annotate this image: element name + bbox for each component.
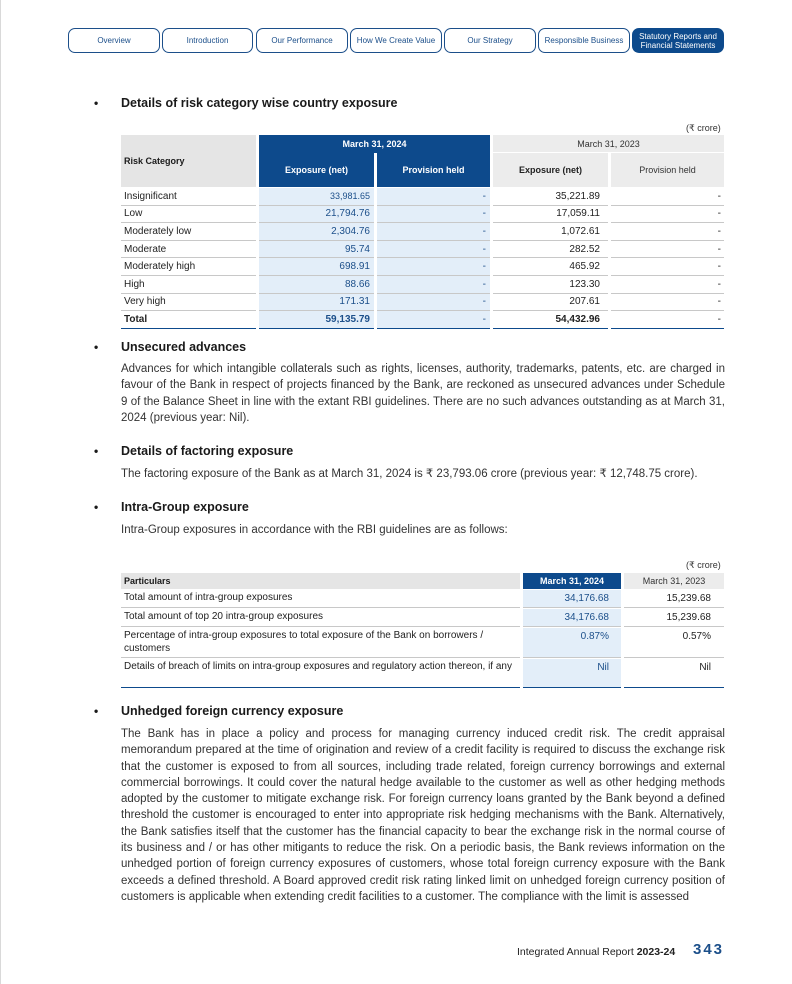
paragraph-intra-group: Intra-Group exposures in accordance with the RBI guidelines are as follows:: [121, 524, 508, 536]
cell-category: Low: [121, 206, 256, 224]
cell-value-2024: 34,176.68: [523, 590, 621, 608]
bullet: •: [94, 704, 99, 718]
tab-how-we-create-value[interactable]: How We Create Value: [350, 28, 442, 53]
col-header-provision-2023: Provision held: [639, 165, 696, 175]
paragraph-unsecured-advances: Advances for which intangible collaterals such as rights, licenses, authority, trademarks, patents, etc. are charged in favour of the Bank in respect of projects financed by the Bank, are reckoned as unsecured advances under Schedule 9 of the Balance Sheet in line with the extant RBI guidelines. There are no such advances outstanding as at March 31, 2024 (previous year: Nil).: [121, 363, 725, 424]
cell-provision-2023: -: [611, 188, 724, 206]
table-row: [121, 659, 724, 688]
unit-label: (₹ crore): [686, 123, 721, 133]
cell-provision-2023: -: [611, 258, 724, 276]
cell-value-2024: Nil: [523, 659, 621, 688]
cell-category: Total: [121, 311, 256, 329]
paragraph-unhedged-fx: The Bank has in place a policy and process for managing currency induced credit risk. The credit appraisal memorandum prepared at the time of origination and review of a credit facility is required to discuss the exchange risk that the customer is exposed to from all sources, including trade related, foreign currency borrowings and external commercial borrowings. It could cover the natural hedge available to the customer as well as other hedging methods adopted by the customer to mitigate exchange risk. For foreign currency loans granted by the Bank beyond a defined threshold the customer is encouraged to enter into appropriate risk hedging mechanisms with the Bank. Alternatively, the Bank satisfies itself that the customer has the financial capacity to bear the exchange risk in the normal course of its business and / or has other mitigants to reduce the risk. On a periodic basis, the Bank reviews information on the unhedged portion of foreign currency exposures of customers, whose total foreign currency exposure with the Bank exceeds a defined threshold. A Board approved credit risk rating linked limit on unhedged foreign currency position of customers is applicable when extending credit facilities to a customer. The compliance with the limit is assessed: [121, 728, 725, 903]
cell-provision-2023: -: [611, 294, 724, 312]
cell-exposure-2023: 282.52: [493, 241, 608, 259]
table-row: [121, 609, 724, 627]
cell-provision-2024: -: [377, 223, 490, 241]
cell-value-2023: 0.57%: [624, 628, 724, 658]
cell-provision-2024: -: [377, 241, 490, 259]
paragraph-factoring: The factoring exposure of the Bank as at March 31, 2024 is ₹ 23,793.06 crore (previous year: ₹ 12,748.75 crore).: [121, 468, 698, 480]
cell-value-2024: 34,176.68: [523, 609, 621, 627]
table-row: [121, 294, 724, 312]
bullet: •: [94, 340, 99, 354]
cell-exposure-2024: 59,135.79: [259, 311, 374, 329]
table-row: [121, 628, 724, 658]
section-heading-intra-group: Intra-Group exposure: [121, 500, 249, 514]
tab-introduction[interactable]: Introduction: [162, 28, 253, 53]
cell-provision-2023: -: [611, 241, 724, 259]
col-header-exposure-2023: Exposure (net): [518, 165, 582, 175]
cell-exposure-2023: 465.92: [493, 258, 608, 276]
cell-provision-2024: -: [377, 311, 490, 329]
cell-particular: Details of breach of limits on intra-group exposures and regulatory action thereon, if any: [121, 659, 520, 688]
col-header-risk-category: Risk Category: [121, 135, 256, 187]
section-heading-country-exposure: Details of risk category wise country exposure: [121, 96, 398, 110]
table-row-total: [121, 311, 724, 329]
tab-statutory-reports[interactable]: Statutory Reports and Financial Statements: [632, 28, 724, 53]
unit-label: (₹ crore): [686, 560, 721, 570]
cell-category: Moderate: [121, 241, 256, 259]
cell-value-2023: 15,239.68: [624, 609, 724, 627]
col-header-year-2024: March 31, 2024: [523, 573, 621, 589]
table-row: [121, 258, 724, 276]
cell-exposure-2023: 17,059.11: [493, 206, 608, 224]
cell-category: High: [121, 276, 256, 294]
table-row: [121, 276, 724, 294]
col-header-exposure-2024: Exposure (net): [284, 165, 348, 175]
table-row: [121, 590, 724, 608]
cell-provision-2024: -: [377, 206, 490, 224]
cell-category: Insignificant: [121, 188, 256, 206]
cell-category: Moderately high: [121, 258, 256, 276]
cell-exposure-2023: 1,072.61: [493, 223, 608, 241]
cell-provision-2024: -: [377, 294, 490, 312]
bullet: •: [94, 96, 99, 110]
tab-responsible-business[interactable]: Responsible Business: [538, 28, 630, 53]
footer-report-name: Integrated Annual Report: [517, 946, 634, 958]
col-header-particulars: Particulars: [121, 573, 520, 589]
table-row: [121, 223, 724, 241]
cell-exposure-2024: 698.91: [259, 258, 374, 276]
cell-provision-2023: -: [611, 223, 724, 241]
cell-exposure-2024: 88.66: [259, 276, 374, 294]
section-heading-unsecured-advances: Unsecured advances: [121, 340, 247, 354]
tab-our-strategy[interactable]: Our Strategy: [444, 28, 536, 53]
bullet: •: [94, 444, 99, 458]
cell-exposure-2024: 95.74: [259, 241, 374, 259]
cell-value-2024: 0.87%: [523, 628, 621, 658]
cell-provision-2023: -: [611, 206, 724, 224]
tab-our-performance[interactable]: Our Performance: [256, 28, 348, 53]
cell-particular: Total amount of top 20 intra-group exposures: [121, 609, 520, 627]
cell-provision-2024: -: [377, 188, 490, 206]
table-row: [121, 206, 724, 224]
col-group-2023: [493, 135, 724, 187]
cell-value-2023: 15,239.68: [624, 590, 724, 608]
cell-provision-2023: -: [611, 311, 724, 329]
col-header-provision-2024: Provision held: [402, 165, 465, 175]
cell-value-2023: Nil: [624, 659, 724, 688]
cell-exposure-2024: 171.31: [259, 294, 374, 312]
section-heading-unhedged-fx: Unhedged foreign currency exposure: [121, 704, 344, 718]
page-number: 343: [693, 941, 725, 958]
col-header-year-2023: March 31, 2023: [624, 573, 724, 589]
cell-exposure-2024: 33,981.65: [259, 188, 374, 206]
cell-exposure-2024: 2,304.76: [259, 223, 374, 241]
page-edge: [0, 0, 1, 984]
col-group-2024: [259, 135, 490, 187]
footer-year: 2023-24: [636, 946, 676, 958]
cell-provision-2024: -: [377, 276, 490, 294]
cell-exposure-2023: 54,432.96: [493, 311, 608, 329]
bullet: •: [94, 500, 99, 514]
table-row: [121, 188, 724, 206]
cell-provision-2023: -: [611, 276, 724, 294]
col-header-year-2024: March 31, 2024: [342, 139, 407, 149]
cell-exposure-2023: 35,221.89: [493, 188, 608, 206]
cell-particular: Total amount of intra-group exposures: [121, 590, 520, 608]
cell-exposure-2023: 123.30: [493, 276, 608, 294]
tab-overview[interactable]: Overview: [68, 28, 160, 53]
footer-report-label: [517, 946, 675, 958]
table-row: [121, 241, 724, 259]
cell-provision-2024: -: [377, 258, 490, 276]
section-heading-factoring: Details of factoring exposure: [121, 444, 294, 458]
col-header-year-2023: March 31, 2023: [493, 135, 724, 153]
cell-particular: Percentage of intra-group exposures to total exposure of the Bank on borrowers / customers: [121, 628, 520, 658]
cell-category: Very high: [121, 294, 256, 312]
cell-category: Moderately low: [121, 223, 256, 241]
cell-exposure-2023: 207.61: [493, 294, 608, 312]
cell-exposure-2024: 21,794.76: [259, 206, 374, 224]
